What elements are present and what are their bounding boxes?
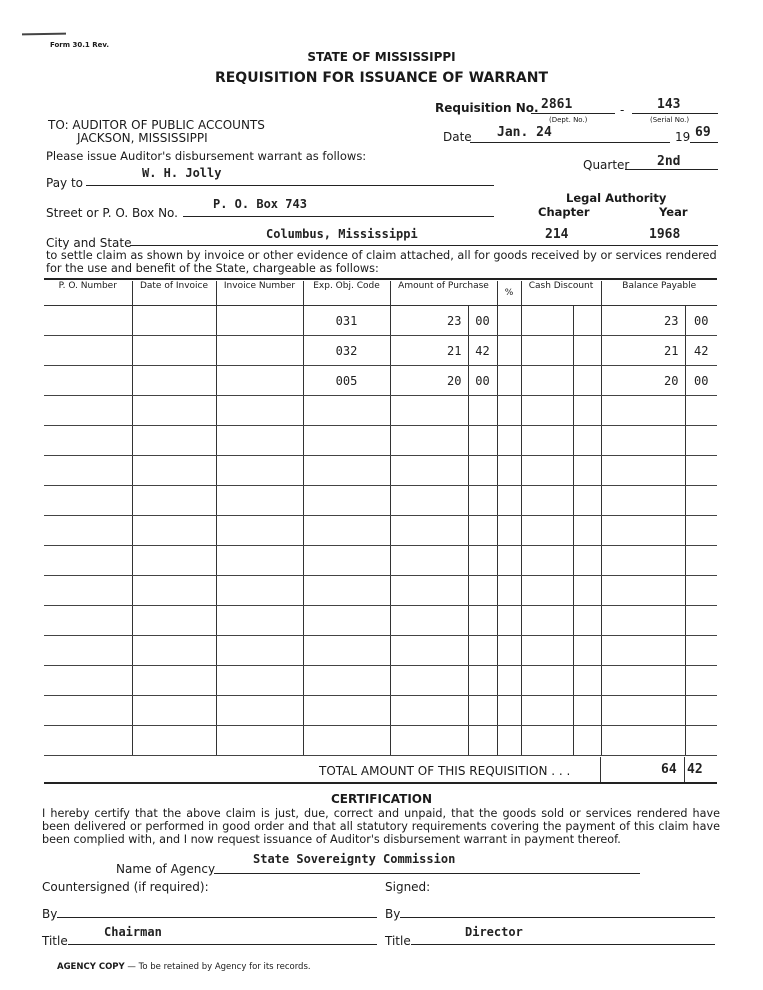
- pay-to-label: Pay to: [46, 176, 84, 190]
- title-label-left: Title: [42, 934, 68, 948]
- table-row: [44, 456, 717, 486]
- percent-cell: [497, 666, 521, 696]
- date-of-invoice-cell: [132, 426, 216, 456]
- exp-obj-code-cell: [303, 726, 390, 756]
- balance-cents-cell: [685, 396, 717, 426]
- discount-dollars-cell: [521, 456, 573, 486]
- table-row: [44, 366, 717, 396]
- invoice-number-cell: [216, 486, 303, 516]
- settle-text: to settle claim as shown by invoice or other evidence of claim attached, all for goods received by or services rendered for the use and benefit of the State, chargeable as follows:: [46, 249, 717, 275]
- discount-dollars-cell: [521, 306, 573, 336]
- amount-dollars-cell: [390, 486, 468, 516]
- exp-obj-code-cell: [303, 456, 390, 486]
- balance-cents-cell: [685, 576, 717, 606]
- balance-dollars-cell: [601, 426, 685, 456]
- balance-cents-cell: [685, 726, 717, 756]
- amount-cents-cell: [468, 546, 497, 576]
- amount-dollars-cell: [390, 696, 468, 726]
- exp-obj-code-cell: 032: [303, 336, 390, 366]
- amount-dollars-cell: [390, 396, 468, 426]
- invoice-number-cell: [216, 366, 303, 396]
- amount-cents-cell: [468, 576, 497, 606]
- discount-cents-cell: [573, 726, 601, 756]
- serial-caption: (Serial No.): [650, 116, 690, 124]
- balance-dollars-cell: [601, 456, 685, 486]
- date-of-invoice-cell: [132, 336, 216, 366]
- pay-to-value: W. H. Jolly: [142, 166, 222, 180]
- table-top-rule: [44, 278, 717, 280]
- invoice-number-cell: [216, 696, 303, 726]
- legal-authority-label: Legal Authority: [566, 191, 667, 205]
- balance-cents-cell: [685, 666, 717, 696]
- dept-number: 2861: [541, 97, 573, 112]
- header-balance-payable: Balance Payable: [601, 281, 717, 306]
- street-value: P. O. Box 743: [213, 197, 307, 211]
- discount-cents-cell: [573, 306, 601, 336]
- date-of-invoice-cell: [132, 366, 216, 396]
- instruction-text: Please issue Auditor's disbursement warrant as follows:: [46, 149, 367, 163]
- discount-dollars-cell: [521, 576, 573, 606]
- amount-cents-cell: [468, 696, 497, 726]
- state-heading: STATE OF MISSISSIPPI: [307, 50, 456, 64]
- percent-cell: [497, 456, 521, 486]
- total-label: TOTAL AMOUNT OF THIS REQUISITION . . .: [319, 764, 571, 778]
- percent-cell: [497, 576, 521, 606]
- percent-cell: [497, 636, 521, 666]
- year-value: 1968: [649, 227, 681, 242]
- discount-cents-cell: [573, 456, 601, 486]
- amount-cents-cell: 00: [468, 366, 497, 396]
- date-of-invoice-cell: [132, 576, 216, 606]
- by-label-right: By: [385, 907, 401, 921]
- agency-value: State Sovereignty Commission: [253, 852, 456, 866]
- date-of-invoice-cell: [132, 636, 216, 666]
- balance-cents-cell: [685, 696, 717, 726]
- po-number-cell: [44, 726, 132, 756]
- right-title-value: Director: [465, 925, 523, 939]
- balance-dollars-cell: [601, 726, 685, 756]
- discount-cents-cell: [573, 666, 601, 696]
- chapter-value: 214: [545, 227, 569, 242]
- invoice-number-cell: [216, 726, 303, 756]
- certification-text: I hereby certify that the above claim is just, due, correct and unpaid, that the goods sold or services rendered have been delivered or performed in good order and that all statutory requirements covering the payment of this claim have been complied with, and I now request issuance of Auditor's disbursement warrant in payment thereof.: [42, 807, 720, 846]
- discount-cents-cell: [573, 576, 601, 606]
- line-items-table: [44, 281, 717, 756]
- amount-cents-cell: 00: [468, 306, 497, 336]
- table-row: [44, 576, 717, 606]
- header-cash-discount: Cash Discount: [521, 281, 601, 306]
- date-of-invoice-cell: [132, 396, 216, 426]
- discount-dollars-cell: [521, 396, 573, 426]
- discount-cents-cell: [573, 696, 601, 726]
- invoice-number-cell: [216, 396, 303, 426]
- by-label-left: By: [42, 907, 58, 921]
- po-number-cell: [44, 576, 132, 606]
- exp-obj-code-cell: [303, 576, 390, 606]
- percent-cell: [497, 396, 521, 426]
- invoice-number-cell: [216, 606, 303, 636]
- header-percent: %: [497, 281, 521, 306]
- date-of-invoice-cell: [132, 606, 216, 636]
- percent-cell: [497, 336, 521, 366]
- po-number-cell: [44, 636, 132, 666]
- footer-text: — To be retained by Agency for its records.: [124, 962, 311, 972]
- table-bottom-rule: [44, 782, 717, 784]
- date-of-invoice-cell: [132, 546, 216, 576]
- amount-dollars-cell: [390, 606, 468, 636]
- balance-dollars-cell: 21: [601, 336, 685, 366]
- balance-cents-cell: 42: [685, 336, 717, 366]
- discount-cents-cell: [573, 516, 601, 546]
- amount-dollars-cell: 23: [390, 306, 468, 336]
- discount-dollars-cell: [521, 486, 573, 516]
- po-number-cell: [44, 666, 132, 696]
- invoice-number-cell: [216, 576, 303, 606]
- invoice-number-cell: [216, 456, 303, 486]
- balance-cents-cell: [685, 516, 717, 546]
- discount-cents-cell: [573, 426, 601, 456]
- header-exp-obj-code: Exp. Obj. Code: [303, 281, 390, 306]
- exp-obj-code-cell: [303, 666, 390, 696]
- percent-cell: [497, 696, 521, 726]
- discount-cents-cell: [573, 636, 601, 666]
- balance-cents-cell: [685, 546, 717, 576]
- footer-bold: AGENCY COPY: [57, 962, 125, 972]
- table-row: [44, 486, 717, 516]
- quarter-label: Quarter: [583, 158, 630, 172]
- table-row: [44, 606, 717, 636]
- balance-dollars-cell: [601, 396, 685, 426]
- invoice-number-cell: [216, 336, 303, 366]
- percent-cell: [497, 726, 521, 756]
- dept-caption: (Dept. No.): [549, 116, 588, 124]
- header-po-number: P. O. Number: [44, 281, 132, 306]
- balance-cents-cell: [685, 456, 717, 486]
- table-row: [44, 516, 717, 546]
- table-row: [44, 336, 717, 366]
- discount-dollars-cell: [521, 516, 573, 546]
- requisition-label: Requisition No.: [435, 101, 539, 115]
- invoice-number-cell: [216, 636, 303, 666]
- exp-obj-code-cell: 005: [303, 366, 390, 396]
- amount-cents-cell: [468, 396, 497, 426]
- invoice-number-cell: [216, 426, 303, 456]
- city-value: Columbus, Mississippi: [266, 227, 418, 241]
- header-invoice-number: Invoice Number: [216, 281, 303, 306]
- discount-cents-cell: [573, 366, 601, 396]
- header-date-of-invoice: Date of Invoice: [132, 281, 216, 306]
- total-dollars: 64: [661, 762, 677, 777]
- balance-dollars-cell: [601, 636, 685, 666]
- table-row: [44, 666, 717, 696]
- po-number-cell: [44, 306, 132, 336]
- date-value: Jan. 24: [497, 125, 552, 140]
- countersigned-label: Countersigned (if required):: [42, 880, 209, 894]
- amount-dollars-cell: [390, 636, 468, 666]
- exp-obj-code-cell: [303, 516, 390, 546]
- balance-dollars-cell: 20: [601, 366, 685, 396]
- table-row: [44, 636, 717, 666]
- po-number-cell: [44, 546, 132, 576]
- percent-cell: [497, 366, 521, 396]
- footer-note: [57, 962, 311, 972]
- year-prefix: 19: [675, 130, 691, 144]
- year-suffix: 69: [695, 125, 711, 140]
- discount-cents-cell: [573, 486, 601, 516]
- date-of-invoice-cell: [132, 306, 216, 336]
- amount-dollars-cell: [390, 516, 468, 546]
- discount-cents-cell: [573, 396, 601, 426]
- left-title-value: Chairman: [104, 925, 162, 939]
- percent-cell: [497, 606, 521, 636]
- amount-cents-cell: [468, 606, 497, 636]
- title-label-right: Title: [385, 934, 411, 948]
- date-of-invoice-cell: [132, 486, 216, 516]
- balance-cents-cell: [685, 486, 717, 516]
- balance-dollars-cell: [601, 696, 685, 726]
- date-label: Date: [443, 130, 472, 144]
- discount-dollars-cell: [521, 426, 573, 456]
- po-number-cell: [44, 366, 132, 396]
- discount-cents-cell: [573, 546, 601, 576]
- percent-cell: [497, 546, 521, 576]
- amount-dollars-cell: [390, 426, 468, 456]
- amount-cents-cell: [468, 486, 497, 516]
- po-number-cell: [44, 456, 132, 486]
- signed-label: Signed:: [385, 880, 431, 894]
- amount-dollars-cell: [390, 456, 468, 486]
- total-cents: 42: [687, 762, 703, 777]
- discount-dollars-cell: [521, 336, 573, 366]
- quarter-value: 2nd: [657, 154, 681, 169]
- amount-dollars-cell: [390, 546, 468, 576]
- exp-obj-code-cell: [303, 696, 390, 726]
- balance-dollars-cell: [601, 546, 685, 576]
- discount-cents-cell: [573, 606, 601, 636]
- balance-dollars-cell: [601, 516, 685, 546]
- amount-dollars-cell: 21: [390, 336, 468, 366]
- invoice-number-cell: [216, 666, 303, 696]
- certification-title: CERTIFICATION: [330, 792, 433, 806]
- balance-dollars-cell: [601, 606, 685, 636]
- amount-cents-cell: [468, 456, 497, 486]
- exp-obj-code-cell: 031: [303, 306, 390, 336]
- po-number-cell: [44, 426, 132, 456]
- discount-dollars-cell: [521, 606, 573, 636]
- city-label: City and State: [46, 236, 132, 250]
- form-number: Form 30.1 Rev.: [50, 41, 109, 49]
- amount-cents-cell: [468, 516, 497, 546]
- exp-obj-code-cell: [303, 546, 390, 576]
- percent-cell: [497, 516, 521, 546]
- exp-obj-code-cell: [303, 426, 390, 456]
- balance-dollars-cell: [601, 486, 685, 516]
- percent-cell: [497, 306, 521, 336]
- date-of-invoice-cell: [132, 666, 216, 696]
- date-of-invoice-cell: [132, 516, 216, 546]
- table-row: [44, 426, 717, 456]
- discount-dollars-cell: [521, 546, 573, 576]
- agency-label: Name of Agency: [116, 862, 216, 876]
- dash: -: [620, 103, 625, 117]
- table-row: [44, 306, 717, 336]
- amount-cents-cell: [468, 636, 497, 666]
- balance-cents-cell: 00: [685, 366, 717, 396]
- po-number-cell: [44, 336, 132, 366]
- table-row: [44, 726, 717, 756]
- amount-dollars-cell: [390, 726, 468, 756]
- exp-obj-code-cell: [303, 636, 390, 666]
- balance-dollars-cell: [601, 666, 685, 696]
- balance-cents-cell: [685, 636, 717, 666]
- discount-cents-cell: [573, 336, 601, 366]
- percent-cell: [497, 486, 521, 516]
- balance-cents-cell: [685, 606, 717, 636]
- balance-dollars-cell: [601, 576, 685, 606]
- invoice-number-cell: [216, 546, 303, 576]
- date-of-invoice-cell: [132, 696, 216, 726]
- amount-dollars-cell: [390, 666, 468, 696]
- chapter-label: Chapter: [538, 205, 590, 219]
- amount-cents-cell: [468, 726, 497, 756]
- amount-dollars-cell: [390, 576, 468, 606]
- po-number-cell: [44, 486, 132, 516]
- balance-dollars-cell: 23: [601, 306, 685, 336]
- po-number-cell: [44, 696, 132, 726]
- invoice-number-cell: [216, 516, 303, 546]
- table-row: [44, 696, 717, 726]
- table-row: [44, 396, 717, 426]
- serial-number: 143: [657, 97, 681, 112]
- to-line-1: TO: AUDITOR OF PUBLIC ACCOUNTS: [48, 118, 265, 132]
- exp-obj-code-cell: [303, 486, 390, 516]
- discount-dollars-cell: [521, 696, 573, 726]
- discount-dollars-cell: [521, 636, 573, 666]
- amount-dollars-cell: 20: [390, 366, 468, 396]
- amount-cents-cell: [468, 426, 497, 456]
- po-number-cell: [44, 606, 132, 636]
- po-number-cell: [44, 396, 132, 426]
- discount-dollars-cell: [521, 366, 573, 396]
- form-title: REQUISITION FOR ISSUANCE OF WARRANT: [214, 70, 549, 86]
- exp-obj-code-cell: [303, 606, 390, 636]
- date-of-invoice-cell: [132, 726, 216, 756]
- discount-dollars-cell: [521, 726, 573, 756]
- street-label: Street or P. O. Box No.: [46, 206, 178, 220]
- header-amount-of-purchase: Amount of Purchase: [390, 281, 497, 306]
- percent-cell: [497, 426, 521, 456]
- corner-mark: [22, 33, 66, 36]
- year-label: Year: [659, 205, 688, 219]
- discount-dollars-cell: [521, 666, 573, 696]
- total-row: [44, 757, 717, 782]
- exp-obj-code-cell: [303, 396, 390, 426]
- invoice-number-cell: [216, 306, 303, 336]
- table-row: [44, 546, 717, 576]
- to-line-2: JACKSON, MISSISSIPPI: [77, 131, 208, 145]
- balance-cents-cell: [685, 426, 717, 456]
- amount-cents-cell: [468, 666, 497, 696]
- date-of-invoice-cell: [132, 456, 216, 486]
- amount-cents-cell: 42: [468, 336, 497, 366]
- balance-cents-cell: 00: [685, 306, 717, 336]
- po-number-cell: [44, 516, 132, 546]
